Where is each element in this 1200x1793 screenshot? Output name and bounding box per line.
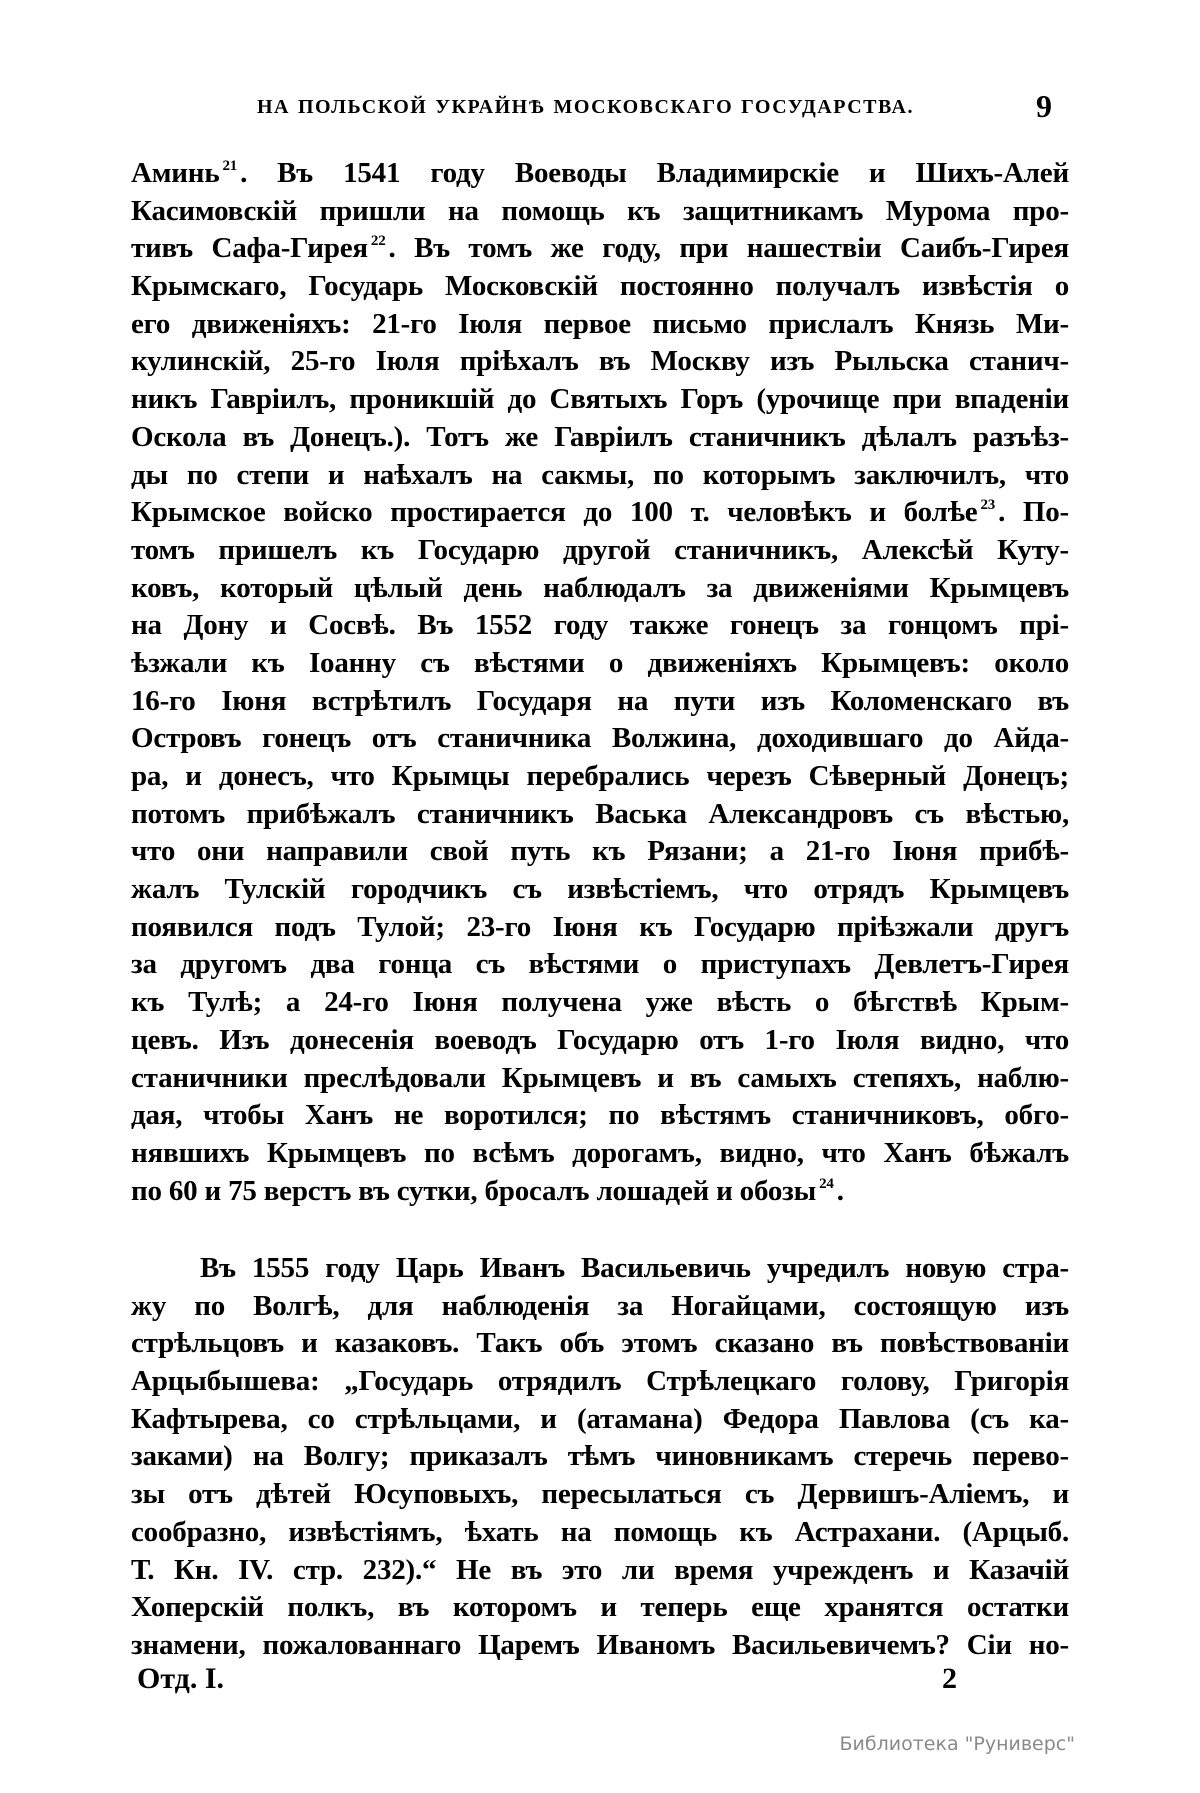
line-text: Кафтырева, со стрѣльцами, и (атамана) Федора Павлова (съ ка- [131,1402,1069,1435]
text-line [131,1325,1069,1363]
text-line [131,381,1069,419]
line-text: стрѣльцовъ и казаковъ. Такъ объ этомъ сказано въ повѣствованіи [131,1327,1069,1360]
text-line [131,1250,1069,1288]
text-line [131,457,1069,495]
line-text: цевъ. Изъ донесенія воеводъ Государю отъ 1-го Іюля видно, что [131,1023,1069,1056]
text-line [131,909,1069,947]
text-line [131,1401,1069,1439]
text-line [131,720,1069,758]
line-text: ѣзжали къ Іоанну съ вѣстями о движеніяхъ Крымцевъ: около [131,646,1069,679]
line-text: . Въ 1541 году Воеводы Владимирскіе и Шихъ-Алей [240,157,1069,189]
text-line [131,645,1069,683]
line-text: Оскола въ Донецъ.). Тотъ же Гавріилъ станичникъ дѣлалъ разъѣз- [131,420,1069,453]
text-line [131,984,1069,1022]
line-text: . По- [998,496,1069,529]
line-text: знамени, пожалованнаго Царемъ Иваномъ Васильевичемъ? Сіи но- [131,1628,1069,1661]
footnote-reference[interactable]: 21 [222,158,238,174]
line-text: Крымскаго, Государь Московскій постоянно получалъ извѣстія о [131,270,1069,303]
text-line [131,1514,1069,1552]
line-text: никъ Гавріилъ, проникшій до Святыхъ Горъ (урочище при впаденіи [131,383,1069,416]
text-line [131,607,1069,645]
text-line [131,946,1069,984]
line-text: . Въ томъ же году, при нашествіи Саибъ-Гирея [388,232,1069,265]
text-line [131,1476,1069,1514]
footnote-reference[interactable]: 23 [980,497,996,514]
paragraph-1 [131,155,1069,1210]
text-line [131,343,1069,381]
line-text: появился подъ Тулой; 23-го Іюня къ Государю пріѣзжали другъ [131,910,1069,943]
text-line [131,1589,1069,1627]
line-text: жу по Волгѣ, для наблюденія за Ногайцами, состоящую изъ [131,1289,1069,1322]
line-text: ды по степи и наѣхалъ на сакмы, по которымъ заключилъ, что [131,458,1069,491]
line-text: ра, и донесъ, что Крымцы перебрались черезъ Сѣверный Донецъ; [131,760,1069,792]
footnote-reference[interactable]: 24 [819,1175,834,1192]
line-text: зы отъ дѣтей Юсуповыхъ, пересылаться съ Дервишъ-Аліемъ, и [131,1478,1069,1511]
line-text: сообразно, извѣстіямъ, ѣхать на помощь къ Астрахани. (Арцыб. [131,1515,1069,1548]
line-text: потомъ прибѣжалъ станичникъ Васька Александровъ съ вѣстью, [131,797,1069,830]
paragraph-2 [131,1250,1069,1665]
line-text: Аминь [131,157,220,189]
text-line [131,758,1069,796]
text-line [131,494,1069,532]
text-line [131,268,1069,306]
line-text: . [836,1174,844,1207]
line-text: 16-го Іюня встрѣтилъ Государя на пути изъ Коломенскаго въ [131,684,1069,717]
line-text: Въ 1555 году Царь Иванъ Васильевичь учредилъ новую стра- [200,1252,1069,1284]
line-text: томъ пришелъ къ Государю другой станичникъ, Алексѣй Куту- [131,533,1069,566]
text-line [131,1022,1069,1060]
text-line [131,1552,1069,1590]
line-text: жалъ Тулскій городчикъ съ извѣстіемъ, что отрядъ Крымцевъ [131,873,1069,906]
line-text: Т. Кн. IV. стр. 232).“ Не въ это ли время учрежденъ и Казачій [131,1553,1069,1586]
text-line [131,833,1069,871]
library-watermark: Библиотека "Руниверс" [839,1733,1075,1755]
line-text: тивъ Сафа-Гирея [131,232,368,265]
text-line [131,871,1069,909]
line-text: къ Тулѣ; а 24-го Іюня получена уже вѣсть о бѣгствѣ Крым- [131,986,1069,1019]
text-line [131,1097,1069,1135]
running-title: НА ПОЛЬСКОЙ УКРАЙНѢ МОСКОВСКАГО ГОСУДАРСТВА. [257,96,914,118]
line-text: заками) на Волгу; приказалъ тѣмъ чиновникамъ стеречь перево- [131,1440,1069,1473]
line-text: кулинскій, 25-го Іюля пріѣхалъ въ Москву изъ Рыльска станич- [131,345,1069,378]
line-text: его движеніяхъ: 21-го Іюля первое письмо прислалъ Князь Ми- [131,307,1069,340]
line-text: Арцыбышева: „Государь отрядилъ Стрѣлецкаго голову, Григорія [131,1365,1069,1398]
text-line [131,570,1069,608]
line-text: нявшихъ Крымцевъ по всѣмъ дорогамъ, видно, что Ханъ бѣжалъ [131,1136,1069,1169]
line-text: Островъ гонецъ отъ станичника Волжина, доходившаго до Айда- [131,722,1069,755]
line-text: Хоперскій полкъ, въ которомъ и теперь еще хранятся остатки [131,1591,1069,1624]
text-line [131,419,1069,457]
line-text: дая, чтобы Ханъ не воротился; по вѣстямъ станичниковъ, обго- [131,1099,1069,1132]
line-text: что они направили свой путь къ Рязани; а 21-го Іюня прибѣ- [131,835,1069,868]
text-line [131,532,1069,570]
line-text: за другомъ два гонца съ вѣстями о приступахъ Девлетъ-Гирея [131,948,1069,981]
text-line [131,1173,1069,1211]
page-number: 9 [1036,88,1052,124]
text-line [131,306,1069,344]
text-line [131,193,1069,231]
line-text: Крымское войско простирается до 100 т. человѣкъ и болѣе [131,496,978,529]
text-line [131,1288,1069,1326]
sheet-number: 2 [942,1662,957,1695]
text-line [131,1438,1069,1476]
line-text: ковъ, который цѣлый день наблюдалъ за движеніями Крымцевъ [131,571,1069,604]
text-line [131,1060,1069,1098]
text-line [131,1627,1069,1665]
text-line [131,1363,1069,1401]
text-line [131,230,1069,268]
text-line [131,683,1069,721]
signature-mark: Отд. I. [137,1662,225,1695]
footnote-reference[interactable]: 22 [370,233,386,250]
text-line [131,796,1069,834]
line-text: на Дону и Сосвѣ. Въ 1552 году также гонецъ за гонцомъ прі- [131,609,1069,642]
line-text: станичники преслѣдовали Крымцевъ и въ самыхъ степяхъ, наблю- [131,1061,1069,1094]
line-text: Касимовскій пришли на помощь къ защитникамъ Мурома про- [131,194,1069,227]
line-text: по 60 и 75 верстъ въ сутки, бросалъ лошадей и обозы [131,1174,817,1207]
text-line [131,155,1069,193]
text-line [131,1135,1069,1173]
